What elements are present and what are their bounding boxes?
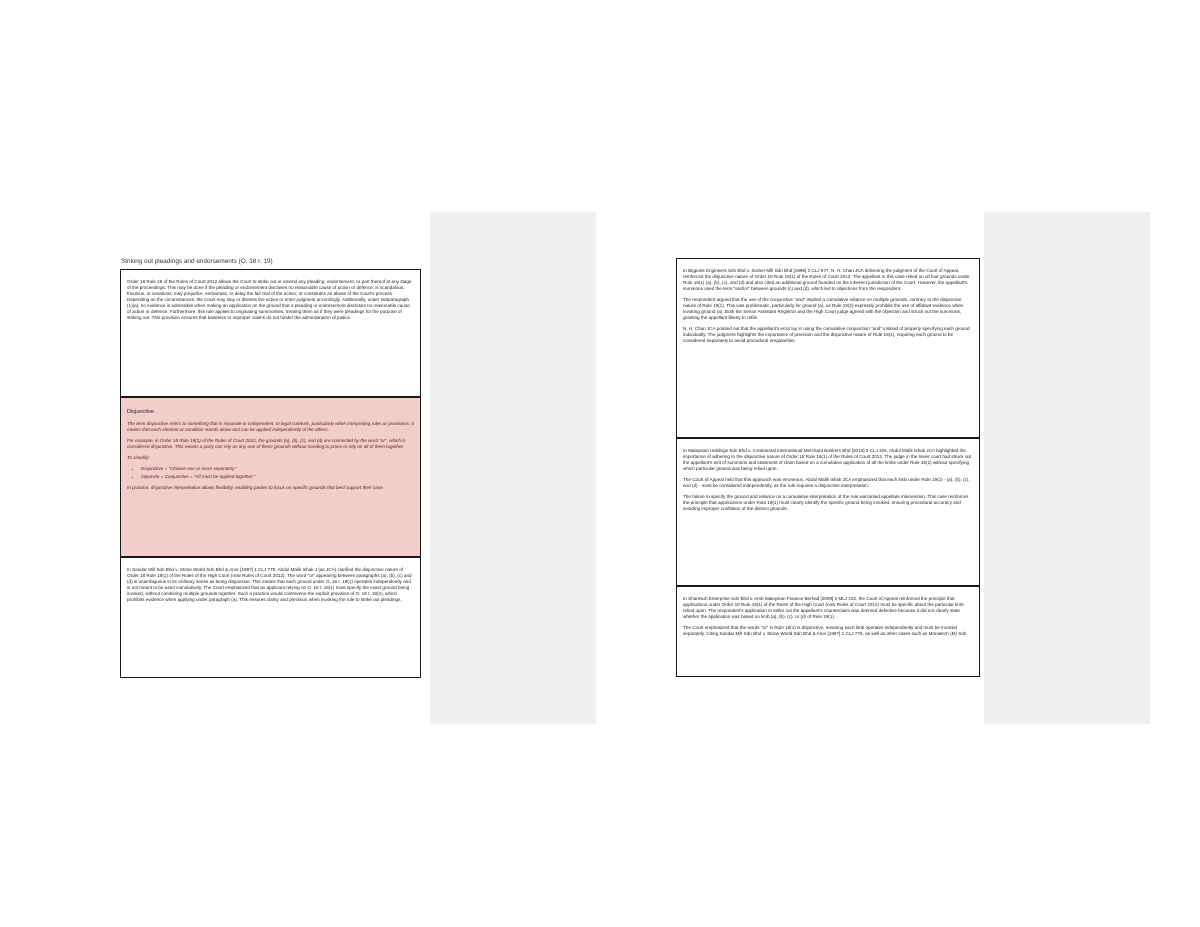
case-paragraph-3: The failure to specify the ground and reliance on a cumulative interpretation of the rule warranted appellate intervention. This case reinforces the principle that applications under Rule 19(1) must clearly identify the specific ground being invoked, ensuring procedural accuracy and avoiding improper conflation of the distinct grounds. [683, 494, 969, 511]
overview-box [120, 269, 421, 397]
case-paragraph-3: N. H. Chan JCA pointed out that the appellant's error lay in using the cumulative conjunction "and" instead of properly specifying each ground individually. The judgment highlights the importance of precision and the disjunctive nature of Rule 19(1), requiring each ground to be considered separately to avoid procedural irregularities. [683, 326, 970, 343]
case-paragraph-1: In Shamsuh Enterprise Sdn Bhd v. Amb Malaysian Finance Berhad [2009] 2 MLJ 102, the Court of Appeal reinforced the principle that applications under Order 18 Rule 19(1) of the Rules of the High Court (now Rules of Court 2012) must be specific about the particular limb relied upon. The respondent's application to strike out the appellant's counterclaim was deemed defective because it did not clearly state whether the application was based on limb (a), (b), (c), or (d) of Rule 19(1). [683, 596, 964, 619]
disjunctive-heading: Disjunctive [127, 409, 155, 415]
overview-paragraph: Order 18 Rule 19 of the Rules of Court 2012 allows the Court to strike out or amend any pleading, endorsement, or part thereof at any stage of the proceedings. This may be done if the pleading or endorsement discloses no reasonable cause of action or defence; is scandalous, frivolous, or vexatious; may prejudice, embarrass, or delay the fair trial of the action; or constitutes an abuse of the Court's process. Depending on the circumstances, the Court may stay or dismiss the action or enter judgment accordingly. Additionally, under subparagraph (1)(a), no evidence is admissible when making an application on the ground that a pleading or endorsement discloses no reasonable cause of action or defence. Furthermore, this rule applies to originating summonses, treating them as if they were pleadings for the purpose of striking out. This provision ensures that baseless or improper claims do not hinder the administration of justice. [127, 279, 412, 320]
disjunctive-paragraph-3: To simplify: [127, 455, 150, 460]
disjunctive-paragraph-4: In practice, disjunctive interpretation allows flexibility, enabling parties to focus on specific grounds that best support their case. [127, 485, 384, 490]
page-margin-left [430, 212, 596, 724]
case-paragraph: In Sandar Mill Sdn Bhd v. Stone World Sdn Bhd & Anor [1997] 1 CLJ 775, Abdul Malik Ishak J (as JCA) clarified the disjunctive nature of Order 18 Rule 19(1) of the Rules of the High Court (now Rules of Court 2012). The word "or" appearing between paragraphs (a), (b), (c) and (d) is unambiguous in its ordinary sense as being disjunctive. This means that each ground under O. 18 r. 19(1) operates independently and is not meant to be used cumulatively. The Court emphasized that an applicant relying on O. 18 r. 19(1) must specify the exact ground being invoked, without combining multiple grounds together. Such a practice would contravene the explicit provision of O. 18 r. 19(2), which prohibits evidence when applying under paragraph (a). This ensures clarity and precision when invoking the rule to strike out pleadings. [127, 567, 412, 602]
disjunctive-paragraph-1: The term disjunctive refers to something that is separate or independent. In legal contexts, particularly when interpreting rules or provisions, it means that each element or condition stands alone and can be applied independently of the others. [127, 421, 414, 432]
disjunctive-paragraph-2: For example, in Order 18 Rule 19(1) of the Rules of Court 2012, the grounds (a), (b), (c), and (d) are connected by the word "or", which is considered disjunctive. This means a party can rely on any one of these grounds without needing to prove or rely on all of them together. [127, 438, 406, 449]
case-paragraph-2: The Court of Appeal held that this approach was erroneous. Abdul Malik Ishak JCA emphasized that each limb under Rule 19(1) - (a), (b), (c), and (d) - must be considered independently, as the rule requires a disjunctive interpretation. [683, 477, 970, 488]
case-box-malaysian-holdings [676, 438, 980, 586]
disjunctive-bullet-list [127, 466, 414, 480]
case-paragraph-1: In Malaysian Holdings Sdn Bhd v. Continental International Merchant Bankers Bhd [2015] 3 CLJ 326, Abdul Malik Ishak JCA highlighted the importance of adhering to the disjunctive nature of Order 18 Rule 19(1) of the Rules of Court 2012. The judge in the lower court had struck out the appellant's writ of summons and statement of claim based on a cumulative application of all the limbs under Rule 19(1) without specifying which particular ground was being relied upon. [683, 448, 972, 471]
case-box-sandar-mill [120, 557, 421, 678]
page-margin-right [984, 212, 1150, 724]
case-paragraph-2: The Court emphasized that the words "or" in Rule 19(1) is disjunctive, meaning each limb operates independently and must be invoked separately. Citing Sandar Mill Sdn Bhd v. Stone World Sdn Bhd & Anor [1997] 1 CLJ 775, as well as other cases such as Monatech (M) Sdn [683, 625, 967, 636]
case-paragraph-1: In Bigpoint Engineers Sdn Bhd v. Sorber Mill Sdn Bhd [1999] 3 CLJ 677, N. H. Chan JCA delivering the judgment of the Court of Appeal, reinforced the disjunctive nature of Order 18 Rule 19(1) of the Rules of Court 2012. The appellant in this case relied on all four grounds under Rule 19(1) (a), (b), (c), and (d) and also cited an additional ground founded on the inherent jurisdiction of the Court. However, the appellant's summons used the term "and/or" between grounds (c) and (d), which led to objections from the respondent. [683, 268, 970, 291]
disjunctive-note-box [120, 397, 421, 557]
list-item: • Opposite = Conjunctive = "All must be applied together." [141, 474, 414, 480]
case-box-shamsuh [676, 586, 980, 677]
document-title: Striking out pleadings and endorsements (O. 18 r. 19) [121, 258, 273, 265]
list-item: • Disjunctive = "Choose one or more separately." [141, 466, 414, 472]
case-paragraph-2: The respondent argued that the use of the conjunctive "and" implied a cumulative reliance on multiple grounds, contrary to the disjunctive nature of Rule 19(1). This was problematic, particularly for ground (a), as Rule 19(2) expressly prohibits the use of affidavit evidence when invoking ground (a). Both the Senior Assistant Registrar and the High Court judge agreed with the objection and struck out the summons, granting the appellant liberty to refile. [683, 297, 964, 320]
case-box-bigpoint [676, 258, 980, 438]
